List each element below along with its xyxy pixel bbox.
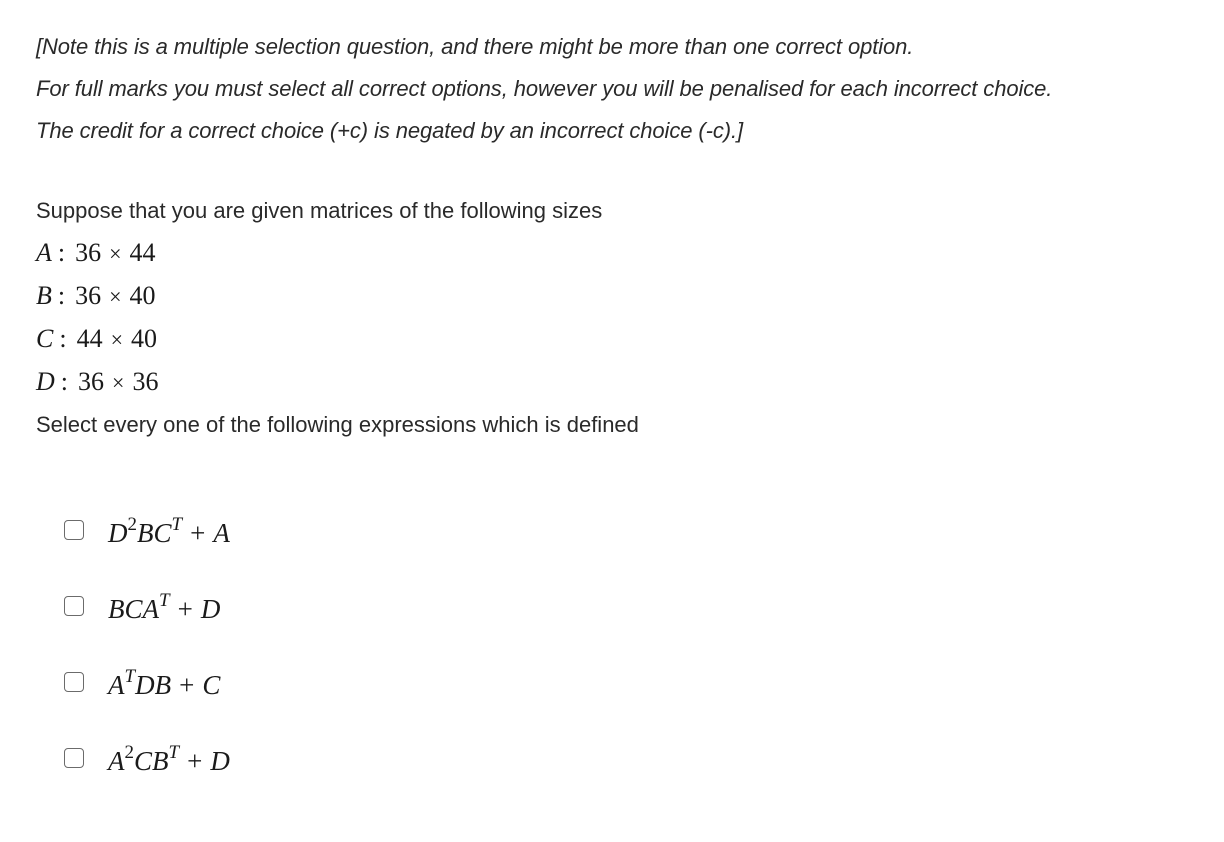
colon: :	[57, 238, 66, 267]
option-4-expression	[108, 741, 230, 776]
expr-term: A	[108, 669, 125, 700]
expr-superscript: T	[168, 741, 180, 763]
matrix-cols: 40	[131, 324, 157, 353]
expr-term: CB	[134, 745, 169, 776]
expr-operator: +	[177, 593, 193, 624]
expr-term: A	[213, 517, 230, 548]
option-3-checkbox[interactable]	[64, 672, 84, 692]
matrix-size-c	[36, 318, 639, 361]
option-3-expression	[108, 665, 221, 700]
colon: :	[57, 281, 66, 310]
times-symbol: ×	[110, 327, 123, 352]
option-2-expression	[108, 589, 221, 624]
matrix-size-b	[36, 275, 639, 318]
expr-superscript: 2	[124, 741, 134, 763]
matrix-cols: 40	[129, 281, 156, 310]
matrix-name: C	[36, 324, 54, 353]
expr-operator: +	[190, 517, 206, 548]
expr-operator: +	[179, 669, 195, 700]
colon: :	[60, 367, 69, 396]
option-2[interactable]	[64, 568, 230, 644]
question-instruction: Select every one of the following expressions which is defined	[36, 412, 639, 437]
matrix-name: B	[36, 281, 52, 310]
option-1-checkbox[interactable]	[64, 520, 84, 540]
option-2-checkbox[interactable]	[64, 596, 84, 616]
question-intro: Suppose that you are given matrices of the following sizes	[36, 198, 603, 223]
colon: :	[59, 324, 67, 353]
matrix-rows: 36	[75, 281, 102, 310]
expr-term: BCA	[108, 593, 159, 624]
expr-term: D	[200, 593, 221, 624]
times-symbol: ×	[109, 284, 122, 309]
expr-superscript: 2	[127, 513, 137, 535]
matrix-size-d	[36, 361, 639, 404]
expr-superscript: T	[171, 513, 183, 535]
matrix-rows: 36	[78, 367, 105, 396]
option-1[interactable]	[64, 492, 230, 568]
answer-options	[64, 492, 230, 796]
note-line-1: [Note this is a multiple selection question, and there might be more than one correct option.	[36, 34, 914, 59]
note-line-3: The credit for a correct choice (+c) is negated by an incorrect choice (-c).]	[36, 118, 743, 143]
matrix-size-list	[36, 232, 639, 404]
option-1-expression	[108, 513, 230, 548]
expr-term: D	[108, 517, 128, 548]
expr-term: DB	[135, 669, 172, 700]
option-4-checkbox[interactable]	[64, 748, 84, 768]
expr-operator: +	[187, 745, 203, 776]
matrix-cols: 36	[132, 367, 159, 396]
expr-term: A	[108, 745, 125, 776]
expr-term: D	[210, 745, 230, 776]
matrix-name: D	[36, 367, 55, 396]
option-4[interactable]	[64, 720, 230, 796]
note-line-2: For full marks you must select all correct options, however you will be penalised for each incorrect choice.	[36, 76, 1053, 101]
expr-superscript: T	[159, 589, 170, 611]
expr-term: BC	[137, 517, 172, 548]
question-body	[36, 190, 639, 446]
matrix-rows: 44	[76, 324, 103, 353]
expr-superscript: T	[124, 665, 136, 687]
matrix-cols: 44	[129, 238, 156, 267]
expr-term: C	[202, 669, 221, 700]
matrix-rows: 36	[75, 238, 102, 267]
matrix-size-a	[36, 232, 639, 275]
times-symbol: ×	[109, 241, 122, 266]
times-symbol: ×	[112, 370, 125, 395]
matrix-name: A	[36, 238, 52, 267]
option-3[interactable]	[64, 644, 230, 720]
instructions-note	[36, 26, 1052, 152]
